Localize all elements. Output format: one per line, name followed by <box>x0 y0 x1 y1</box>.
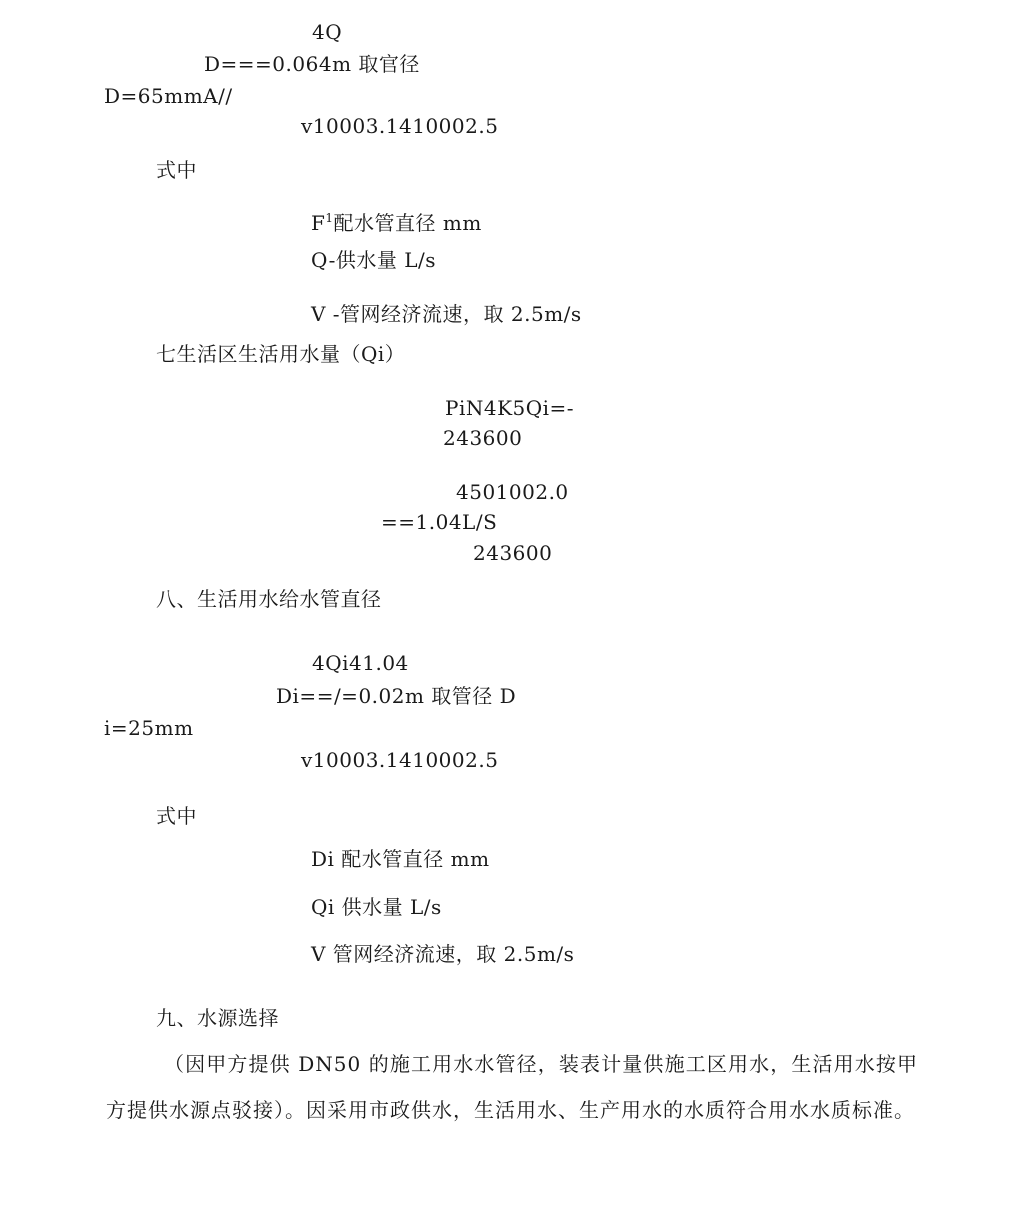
where1-item-diameter-text: 配水管直径 mm <box>333 211 482 235</box>
section7-line5: 243600 <box>473 541 553 565</box>
formula2-result: i=25mm <box>104 716 194 740</box>
section7-heading: 七生活区生活用水量（Qi） <box>156 342 406 366</box>
formula2-numerator: 4Qi41.04 <box>312 651 409 675</box>
where1-item-velocity: V -管网经济流速，取 2.5m/s <box>311 302 582 326</box>
section7-line1: PiN4K5Qi=- <box>445 396 575 420</box>
section7-line4: ==1.04L/S <box>381 510 498 534</box>
where1-item-diameter-sup: 1 <box>325 211 334 225</box>
where1-label: 式中 <box>156 158 197 182</box>
where2-item-flow: Qi 供水量 L/s <box>311 895 442 919</box>
where1-item-diameter-prefix: F <box>311 211 326 235</box>
formula1-result: D=65mmA// <box>104 84 233 108</box>
section7-line2: 243600 <box>443 426 523 450</box>
where1-item-flow: Q-供水量 L/s <box>311 248 437 272</box>
section9-paragraph: （因甲方提供 DN50 的施工用水水管径，装表计量供施工区用水，生活用水按甲方提供水源点驳接）。因采用市政供水，生活用水、生产用水的水质符合用水水质标准。 <box>106 1052 918 1122</box>
section9-heading: 九、水源选择 <box>156 1006 279 1030</box>
where1-item-diameter <box>311 211 482 235</box>
where2-item-velocity: V 管网经济流速，取 2.5m/s <box>311 942 575 966</box>
section7-line3: 4501002.0 <box>456 480 569 504</box>
section8-heading: 八、生活用水给水管直径 <box>156 587 382 611</box>
formula2-main: Di==/=0.02m 取管径 D <box>276 684 517 708</box>
formula1-main: D===0.064m 取官径 <box>204 52 420 76</box>
formula2-denominator: v10003.1410002.5 <box>301 748 499 772</box>
formula1-denominator: v10003.1410002.5 <box>301 114 499 138</box>
where2-item-diameter: Di 配水管直径 mm <box>311 847 490 871</box>
formula1-numerator: 4Q <box>312 20 343 44</box>
where2-label: 式中 <box>156 804 197 828</box>
